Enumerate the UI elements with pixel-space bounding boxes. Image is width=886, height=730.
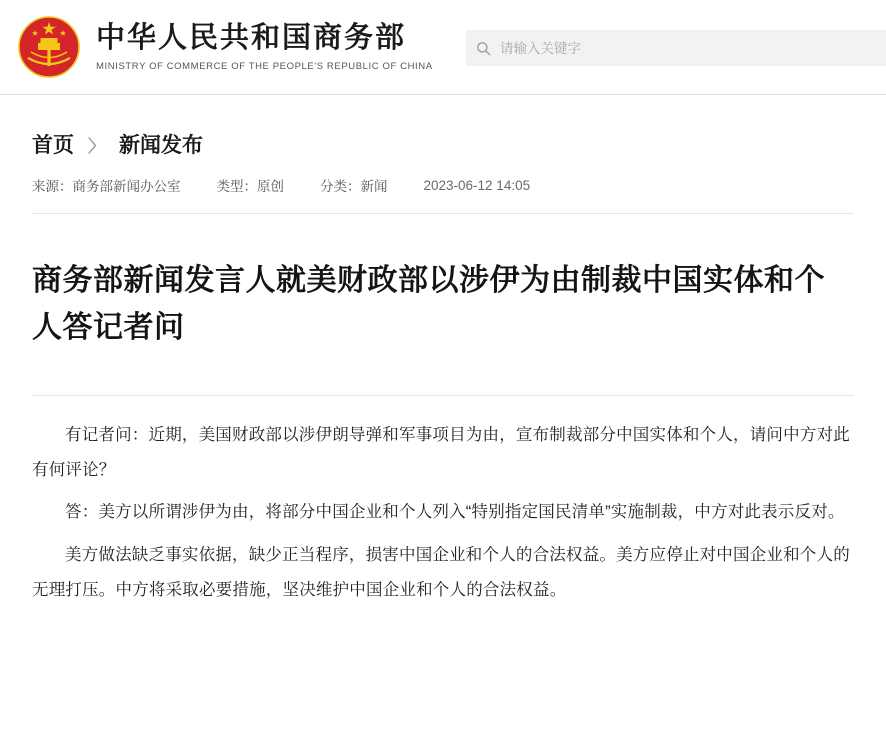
search-icon[interactable]	[466, 41, 500, 56]
meta-type: 类型：原创	[216, 179, 284, 194]
page-title: 商务部新闻发言人就美财政部以涉伊为由制裁中国实体和个人答记者问	[32, 258, 854, 396]
brand-text	[96, 22, 433, 71]
national-emblem-icon	[18, 16, 80, 78]
article-paragraph: 美方做法缺乏事实依据，缺少正当程序，损害中国企业和个人的合法权益。美方应停止对中国企业和个人的无理打压。中方将采取必要措施，坚决维护中国企业和个人的合法权益。	[32, 545, 850, 599]
site-header	[0, 0, 886, 95]
meta-date: 2023-06-12 14:05	[423, 177, 531, 193]
search-input[interactable]	[500, 30, 886, 66]
article-meta	[32, 175, 854, 214]
brand-title-cn: 中华人民共和国商务部	[96, 22, 407, 55]
article-body	[32, 396, 854, 607]
meta-source: 来源：商务部新闻办公室	[32, 179, 181, 194]
site-brand[interactable]	[0, 16, 433, 78]
article-paragraph: 答：美方以所谓涉伊为由，将部分中国企业和个人列入“特别指定国民清单”实施制裁，中方对此表示反对。	[65, 503, 845, 522]
search-box[interactable]	[466, 30, 886, 66]
page-content	[0, 95, 886, 607]
breadcrumb	[32, 95, 854, 175]
brand-title-en: MINISTRY OF COMMERCE OF THE PEOPLE'S REPUBLIC OF CHINA	[96, 60, 433, 72]
article-paragraph: 有记者问：近期，美国财政部以涉伊朗导弹和军事项目为由，宣布制裁部分中国实体和个人，请问中方对此有何评论？	[32, 426, 850, 479]
meta-category: 分类：新闻	[320, 179, 388, 194]
breadcrumb-item-home[interactable]: 首页	[32, 134, 74, 157]
breadcrumb-separator-icon: 〉	[88, 136, 105, 156]
breadcrumb-item-current[interactable]: 新闻发布	[119, 134, 203, 157]
